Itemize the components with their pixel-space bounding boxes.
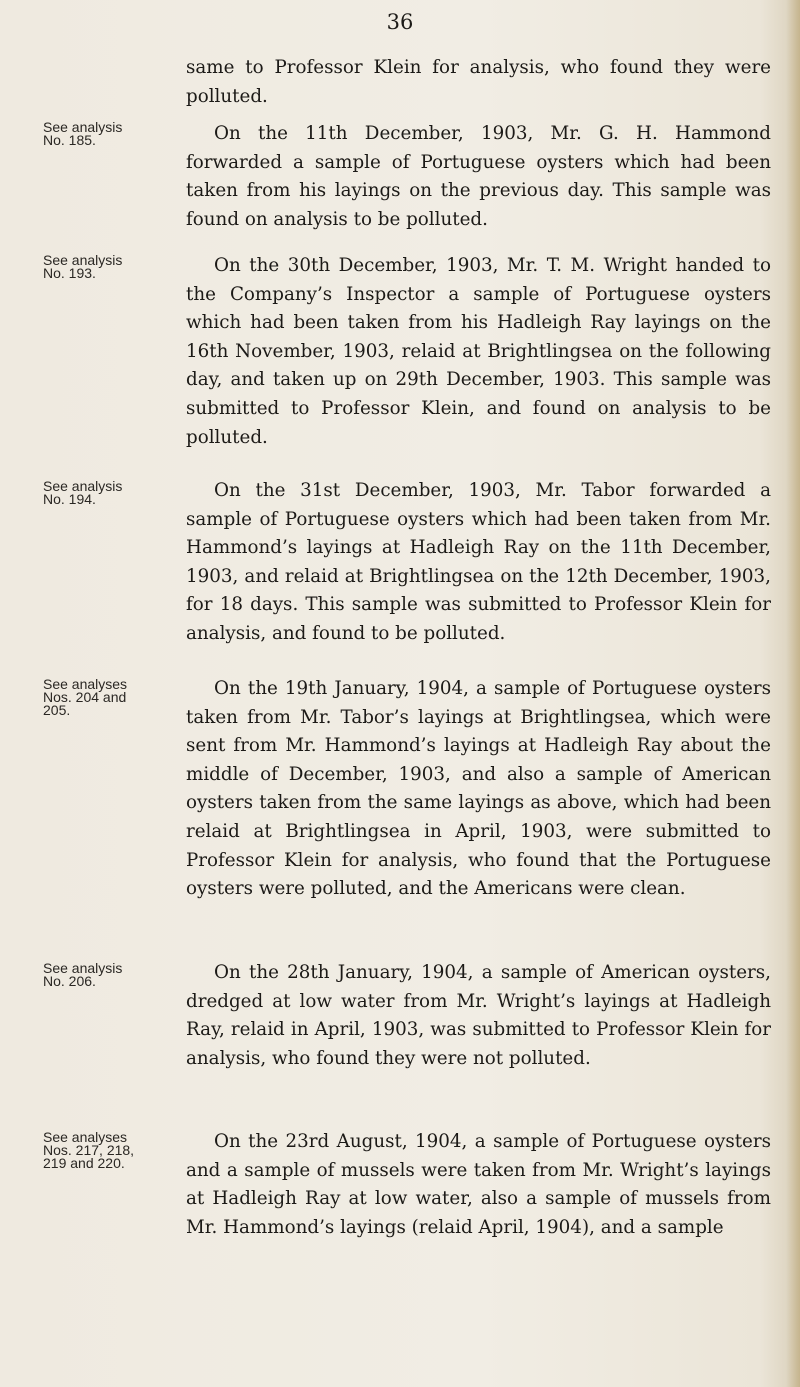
- margin-note-analysis-193: See analysis No. 193.: [43, 252, 123, 281]
- margin-note-analysis-194: See analysis No. 194.: [43, 478, 123, 507]
- paragraph-19th-january: On the 19th January, 1904, a sample of Portuguese oysters taken from Mr. Tabor’s layings at Brightlingsea, which were sent from Mr. Hammond’s layings at Hadleigh Ray about the middle of December, 1903, and also a sample of American oysters taken from the same layings as above, which had been relaid at Brightlingsea in April, 1903, were submitted to Professor Klein for analysis, who found that the Portuguese oysters were polluted, and the Americans were clean.: [186, 678, 771, 900]
- margin-note-analyses-204-205: See analyses Nos. 204 and 205.: [43, 676, 128, 718]
- page-number: 36: [386, 10, 414, 34]
- paragraph-continuation: same to Professor Klein for analysis, who found they were polluted.: [186, 57, 771, 107]
- margin-note-analysis-185: See analysis No. 185.: [43, 119, 123, 148]
- paragraph-11th-december: On the 11th December, 1903, Mr. G. H. Hammond forwarded a sample of Portuguese oysters which had been taken from his layings on the previous day. This sample was found on analysis to be polluted.: [186, 123, 771, 230]
- margin-note-analyses-217-220: See analyses Nos. 217, 218, 219 and 220.: [43, 1129, 135, 1171]
- paragraph-31st-december: On the 31st December, 1903, Mr. Tabor forwarded a sample of Portuguese oysters which had been taken from Mr. Hammond’s layings at Hadleigh Ray on the 11th December, 1903, and relaid at Brightlingsea on the 12th December, 1903, for 18 days. This sample was submitted to Professor Klein for analysis, and found to be polluted.: [186, 480, 771, 644]
- margin-note-analysis-206: See analysis No. 206.: [43, 960, 123, 989]
- paragraph-23rd-august: On the 23rd August, 1904, a sample of Portuguese oysters and a sample of mussels were taken from Mr. Wright’s layings at Hadleigh Ray at low water, also a sample of mussels from Mr. Hammond’s layings (relaid April, 1904), and a sample: [186, 1131, 771, 1238]
- page-edge-stain: [786, 0, 800, 1387]
- paragraph-30th-december: On the 30th December, 1903, Mr. T. M. Wright handed to the Company’s Inspector a sample of Portuguese oysters which had been taken from his Hadleigh Ray layings on the 16th November, 1903, relaid at Brightlingsea on the following day, and taken up on 29th December, 1903. This sample was submitted to Professor Klein, and found on analysis to be polluted.: [186, 255, 771, 448]
- paragraph-28th-january: On the 28th January, 1904, a sample of American oysters, dredged at low water from Mr. Wright’s layings at Hadleigh Ray, relaid in April, 1903, was submitted to Professor Klein for analysis, who found they were not polluted.: [186, 962, 771, 1069]
